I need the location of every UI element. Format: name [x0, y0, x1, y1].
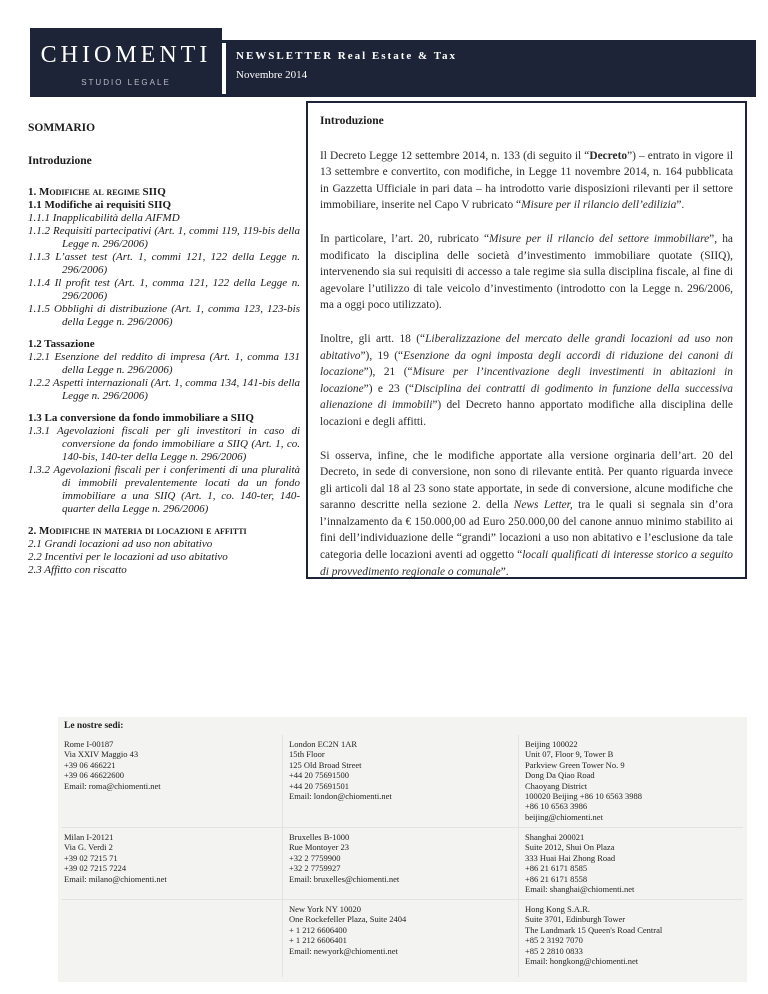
office-brussels: Bruxelles B-1000 Rue Montoyer 23 +32 2 7759900 +32 2 7759927 Email: bruxelles@chiomenti.net: [289, 832, 400, 884]
toc-item-1-1-3[interactable]: 1.1.3 L’asset test (Art. 1, commi 121, 122 della Legge n. 296/2006): [28, 251, 300, 276]
newsletter-banner: [222, 40, 756, 97]
intro-paragraph-2: In particolare, l’art. 20, rubricato “Misure per il rilancio del settore immobiliare”, ha modificato la disciplina delle società d’investimento immobiliare quotate (SIIQ), intervenendo sia sui requisiti di accesso a tale regime sia sulla disciplina fiscale, al fine di agevolare l’utilizzo di tale veicolo d’investimento (introdotto con la Legge n. 296/2006, ma a oggi poco utilizzato).: [320, 232, 733, 312]
brand-name: CHIOMENTI: [40, 42, 212, 68]
office-shanghai: Shanghai 200021 Suite 2012, Shui On Plaza 333 Huai Hai Zhong Road +86 21 6171 8585 +86 21 6171 8558 Email: shanghai@chiomenti.net: [525, 832, 635, 895]
toc-item-1-1-4[interactable]: 1.1.4 Il profit test (Art. 1, comma 121, 122 della Legge n. 296/2006): [28, 277, 300, 302]
toc-item-1-2-1[interactable]: 1.2.1 Esenzione del reddito di impresa (Art. 1, comma 131 della Legge n. 296/2006): [28, 351, 300, 376]
offices-divider: [282, 735, 283, 977]
toc-item-1-1-1[interactable]: 1.1.1 Inapplicabilità della AIFMD: [28, 212, 180, 224]
office-london: London EC2N 1AR 15th Floor 125 Old Broad Street +44 20 75691500 +44 20 75691501 Email: london@chiomenti.net: [289, 739, 392, 802]
toc-item-2-1[interactable]: 2.1 Grandi locazioni ad uso non abitativo: [28, 538, 213, 550]
introduction-box: [306, 101, 747, 579]
intro-paragraph-4: Si osserva, infine, che le modifiche apportate alla versione orginaria dell’art. 20 del Decreto, in sede di conversione, non sono di rilevante entità. Per quanto riguarda invece gli articoli dal 18 al 23 sono state apportate, in sede di conversione, alcune modifiche che saranno descritte nella sezione 2. della News Letter, tra le quali si segnala sin d’ora l’innalzamento da € 150.000,00 ad Euro 250.000,00 del canone annuo minimo stabilito ai fini dell’individuazione delle “grandi” locazioni a uso non abitativo e l’esclusione da tale categoria delle locazioni aventi ad oggetto “locali qualificati di interesse storico a seguito di provvedimento regionale o comunale”.: [320, 449, 733, 578]
banner-divider: [222, 43, 226, 94]
offices-label: Le nostre sedi:: [64, 721, 124, 731]
newsletter-title: NEWSLETTER Real Estate & Tax: [236, 50, 458, 62]
intro-paragraph-1: Il Decreto Legge 12 settembre 2014, n. 133 (di seguito il “Decreto”) – entrato in vigore il 13 settembre e convertito, con modifiche, in Legge 11 novembre 2014, n. 164 pubblicata in Gazzetta Ufficiale in pari data – ha introdotto varie disposizioni rilevanti per il settore immobiliare, inserite nel Capo V rubricato “Misure per il rilancio dell’edilizia”.: [320, 149, 733, 212]
brand-subtitle: STUDIO LEGALE: [81, 78, 171, 87]
toc-item-1-1-2[interactable]: 1.1.2 Requisiti partecipativi (Art. 1, commi 119, 119-bis della Legge n. 296/2006): [28, 225, 300, 250]
offices-panel: [58, 717, 747, 982]
office-rome: Rome I-00187 Via XXIV Maggio 43 +39 06 466221 +39 06 46622600 Email: roma@chiomenti.net: [64, 739, 161, 791]
toc-item-1-3-2[interactable]: 1.3.2 Agevolazioni fiscali per i conferimenti di una pluralità di immobili prevalentemente locati da un fondo immobiliare a una SIIQ (Art. 1, co. 140-ter, 140-quarter della Legge n. 296/2006): [28, 464, 300, 515]
toc-intro-link[interactable]: Introduzione: [28, 155, 92, 167]
offices-divider: [62, 899, 743, 900]
office-newyork: New York NY 10020 One Rockefeller Plaza, Suite 2404 + 1 212 6606400 + 1 212 6606401 Email: newyork@chiomenti.net: [289, 904, 407, 956]
toc-title: SOMMARIO: [28, 122, 96, 134]
firm-logo: [30, 28, 222, 97]
offices-divider: [62, 827, 743, 828]
toc-item-1-3-1[interactable]: 1.3.1 Agevolazioni fiscali per gli investitori in caso di conversione da fondo immobiliare a SIIQ (Art. 1, co. 140-bis, 140-ter della Legge n. 296/2006): [28, 425, 300, 463]
toc-item-1-1-5[interactable]: 1.1.5 Obblighi di distribuzione (Art. 1, comma 123, 123-bis della Legge n. 296/2006): [28, 303, 300, 328]
toc-item-1-1[interactable]: 1.1 Modifiche ai requisiti SIIQ: [28, 199, 172, 211]
offices-divider: [518, 735, 519, 977]
table-of-contents: [28, 122, 300, 577]
newsletter-date: Novembre 2014: [236, 69, 308, 81]
office-milan: Milan I-20121 Via G. Verdi 2 +39 02 7215 71 +39 02 7215 7224 Email: milano@chiomenti.net: [64, 832, 167, 884]
toc-item-2-2[interactable]: 2.2 Incentivi per le locazioni ad uso abitativo: [28, 551, 228, 563]
office-hongkong: Hong Kong S.A.R. Suite 3701, Edinburgh Tower The Landmark 15 Queen's Road Central +85 2 3192 7070 +85 2 2810 0833 Email: hongkong@chiomenti.net: [525, 904, 663, 967]
introduction-heading: Introduzione: [320, 115, 384, 127]
toc-item-1-2[interactable]: 1.2 Tassazione: [28, 338, 95, 350]
toc-item-2-3[interactable]: 2.3 Affitto con riscatto: [28, 564, 127, 576]
toc-item-1-2-2[interactable]: 1.2.2 Aspetti internazionali (Art. 1, comma 134, 141-bis della Legge n. 296/2006): [28, 377, 300, 402]
toc-section-1[interactable]: 1. Modifiche al regime SIIQ: [28, 186, 166, 198]
intro-paragraph-3: Inoltre, gli artt. 18 (“Liberalizzazione del mercato delle grandi locazioni ad uso non abitativo”), 19 (“Esenzione da ogni imposta degli accordi di riduzione dei canoni di locazione”), 21 (“Misure per l’incentivazione degli investimenti in abitazioni in locazione”) e 23 (“Disciplina dei contratti di godimento in funzione della successiva alienazione di immobili”) del Decreto hanno apportato modifiche alla disciplina delle locazioni e degli affitti.: [320, 332, 733, 428]
toc-section-2[interactable]: 2. Modifiche in materia di locazioni e affitti: [28, 525, 247, 537]
office-beijing: Beijing 100022 Unit 07, Floor 9, Tower B Parkview Green Tower No. 9 Dong Da Qiao Road Chaoyang District 100020 Beijing +86 10 6563 3988 +86 10 6563 3986 beijing@chiomenti.net: [525, 739, 642, 822]
toc-item-1-3[interactable]: 1.3 La conversione da fondo immobiliare a SIIQ: [28, 412, 254, 424]
